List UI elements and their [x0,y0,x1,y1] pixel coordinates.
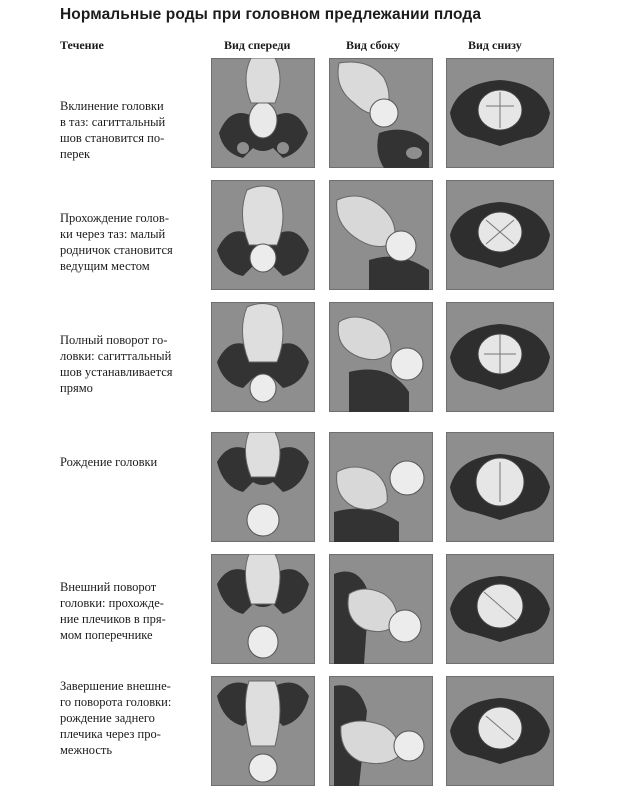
front-view-illustration [211,432,315,542]
column-header-side-view: Вид сбоку [346,38,401,52]
bottom-view-illustration [446,302,554,412]
stage-line: ведущим местом [60,259,150,273]
stage-row-2 [0,180,630,300]
stage-line: в таз: сагиттальный [60,115,166,129]
stage-line: шов устанавливается [60,365,173,379]
stage-line: родничок становится [60,243,173,257]
stage-line: го поворота головки: [60,695,172,709]
stage-row-4 [0,432,630,552]
side-view-illustration [329,554,433,664]
bottom-view-illustration [446,554,554,664]
stage-row-3 [0,302,630,422]
side-view-illustration [329,676,433,786]
stage-line: головки: прохожде- [60,596,164,610]
side-view-illustration [329,180,433,290]
stage-description [60,454,200,470]
stage-line: межность [60,743,113,757]
stage-line: плечика через про- [60,727,161,741]
bottom-view-illustration [446,432,554,542]
bottom-view-illustration [446,58,554,168]
stage-line: мом поперечнике [60,628,153,642]
front-view-illustration [211,302,315,412]
stage-line: Завершение внешне- [60,679,171,693]
stage-line: Внешний поворот [60,580,157,594]
front-view-illustration [211,180,315,290]
stage-line: Прохождение голов- [60,211,169,225]
stage-description [60,210,200,274]
stage-line: Вклинение головки [60,99,164,113]
column-header-bottom-view: Вид снизу [468,38,522,52]
stage-description [60,579,200,643]
stage-line: перек [60,147,91,161]
stage-line: ки через таз: малый [60,227,166,241]
stage-line: рождение заднего [60,711,155,725]
front-view-illustration [211,554,315,664]
side-view-illustration [329,432,433,542]
front-view-illustration [211,676,315,786]
column-header-course: Течение [60,38,104,52]
stage-line: шов становится по- [60,131,165,145]
stage-row-6 [0,676,630,796]
stage-line: прямо [60,381,93,395]
stage-description [60,678,200,758]
stage-line: ние плечиков в пря- [60,612,166,626]
column-header-front-view: Вид спереди [224,38,291,52]
bottom-view-illustration [446,180,554,290]
stage-line: Полный поворот го- [60,333,168,347]
bottom-view-illustration [446,676,554,786]
stage-description [60,332,200,396]
side-view-illustration [329,302,433,412]
stage-row-5 [0,554,630,674]
stage-row-1 [0,58,630,178]
front-view-illustration [211,58,315,168]
stage-line: Рождение головки [60,455,158,469]
stage-description [60,98,200,162]
page-title: Нормальные роды при головном предлежании плода [60,6,482,23]
stage-line: ловки: сагиттальный [60,349,172,363]
side-view-illustration [329,58,433,168]
